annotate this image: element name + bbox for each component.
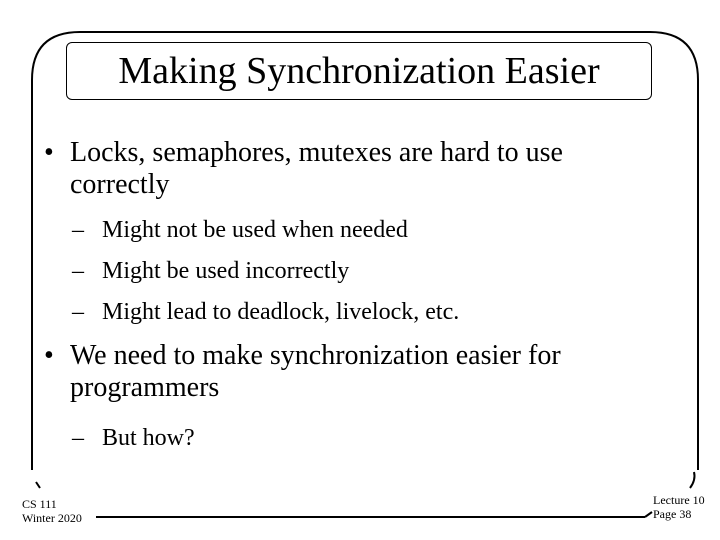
- sub-bullet-2-1-text: But how?: [102, 425, 195, 451]
- sub-bullet-1-3: [72, 298, 672, 326]
- footer-lecture: Lecture 10: [653, 493, 705, 507]
- sub-bullet-1-2: [72, 257, 672, 285]
- title-box: [66, 42, 652, 100]
- slide-title: Making Synchronization Easier: [118, 50, 600, 92]
- sub-bullet-1-1-text: Might not be used when needed: [102, 217, 408, 243]
- footer-course-info: [22, 497, 82, 525]
- bullet-1: [44, 137, 664, 201]
- bullet-1-line-1: Locks, semaphores, mutexes are hard to use: [70, 137, 563, 168]
- sub-bullet-1-3-text: Might lead to deadlock, livelock, etc.: [102, 299, 460, 325]
- footer-page: Page 38: [653, 507, 692, 521]
- footer-course: CS 111: [22, 497, 57, 511]
- bullet-1-marker: •: [44, 137, 54, 168]
- bullet-2-marker: •: [44, 340, 54, 371]
- footer-term: Winter 2020: [22, 511, 82, 525]
- sub-bullet-2-1: [72, 424, 672, 452]
- bullet-1-line-2: correctly: [70, 169, 170, 200]
- bullet-2: [44, 340, 664, 404]
- sub-bullet-1-3-marker: –: [72, 299, 84, 325]
- sub-bullet-2-1-marker: –: [72, 425, 84, 451]
- bullet-2-line-1: We need to make synchronization easier for: [70, 340, 561, 371]
- sub-bullet-1-2-text: Might be used incorrectly: [102, 258, 350, 284]
- bullet-2-line-2: programmers: [70, 372, 220, 403]
- sub-bullet-1-1: [72, 216, 672, 244]
- sub-bullet-1-2-marker: –: [72, 258, 84, 284]
- sub-bullet-1-1-marker: –: [72, 217, 84, 243]
- footer-lecture-info: [653, 493, 705, 521]
